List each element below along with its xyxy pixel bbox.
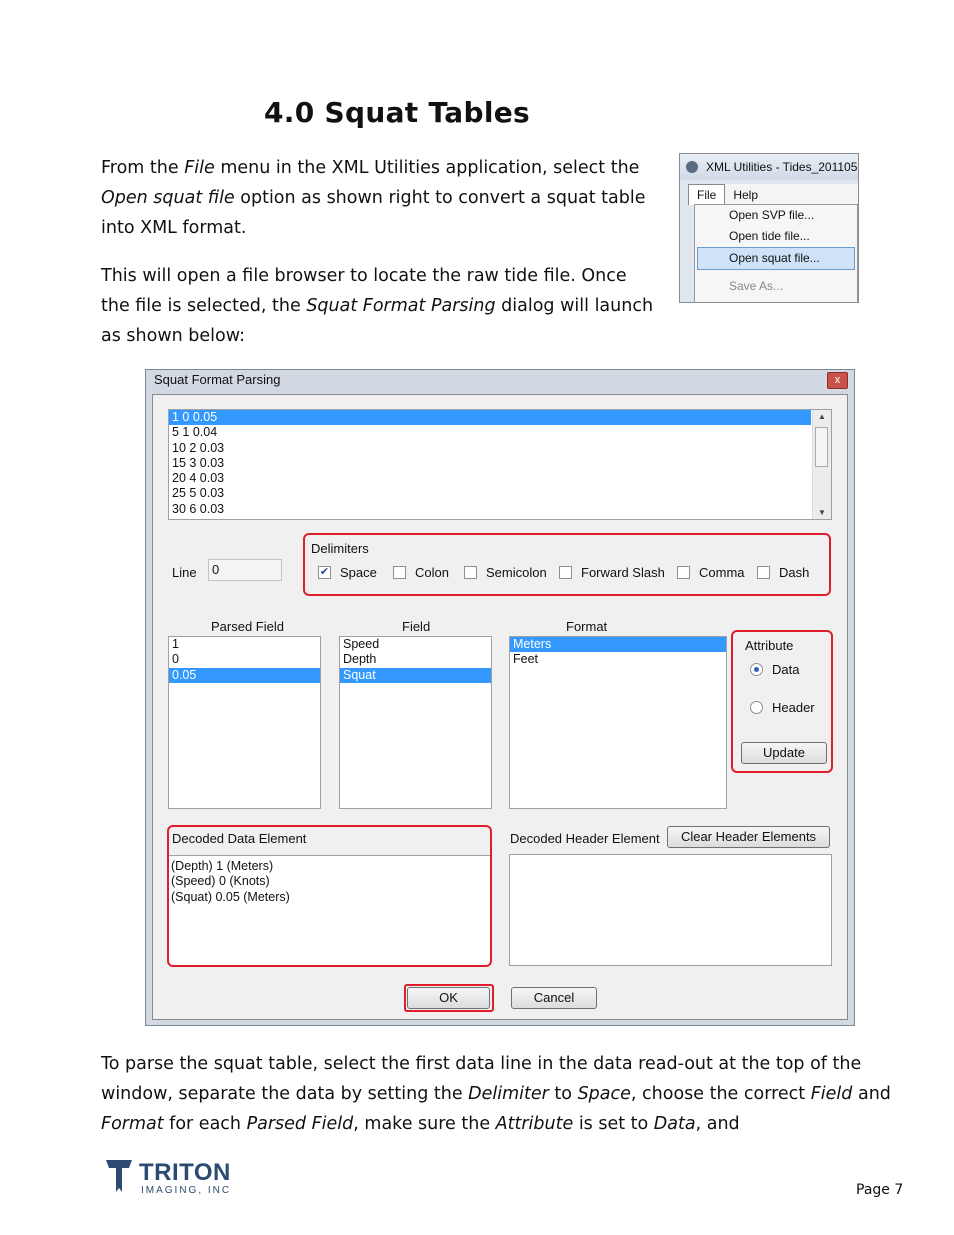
list-item[interactable]: Depth [343, 652, 377, 667]
raw-data-row[interactable]: 30 6 0.03 [172, 501, 225, 516]
menu-item-save-as[interactable]: Save As... [729, 279, 784, 293]
list-item[interactable]: 1 [172, 637, 179, 651]
delimiter-label: Colon [415, 565, 449, 580]
app-icon [686, 161, 698, 173]
delimiter-label: Forward Slash [581, 565, 665, 580]
menu-item-open-svp[interactable]: Open SVP file... [729, 208, 815, 222]
logo-subtitle: IMAGING, INC [141, 1185, 232, 1196]
raw-list-scrollbar[interactable] [812, 410, 831, 519]
line-label: Line [172, 565, 197, 580]
triton-mark-icon [105, 1158, 133, 1194]
dialog-title: Squat Format Parsing [154, 372, 281, 387]
scroll-up-icon[interactable]: ▲ [818, 412, 826, 421]
parsed-field-label: Parsed Field [211, 619, 284, 634]
section-heading: 4.0 Squat Tables [264, 96, 531, 129]
file-dropdown [694, 204, 858, 303]
raw-data-row[interactable]: 5 1 0.04 [172, 425, 218, 440]
raw-data-row[interactable]: 25 5 0.03 [172, 486, 225, 501]
delimiter-label: Comma [699, 565, 745, 580]
menu-file[interactable]: File [688, 184, 725, 205]
delimiter-label: Space [340, 565, 377, 580]
attribute-label: Attribute [745, 638, 794, 653]
menu-window-titlebar: XML Utilities - Tides_201105 [680, 154, 858, 180]
format-label: Format [566, 619, 608, 634]
attribute-data-label: Data [772, 662, 800, 677]
ok-highlight [404, 984, 494, 1012]
menu-item-open-tide[interactable]: Open tide file... [729, 229, 810, 243]
parsed-field-list[interactable] [168, 636, 321, 809]
format-list[interactable] [509, 636, 727, 809]
field-list[interactable] [339, 636, 492, 809]
cancel-button[interactable]: Cancel [511, 987, 597, 1009]
delimiter-label: Semicolon [486, 565, 547, 580]
decoded-header-label: Decoded Header Element [510, 831, 660, 846]
intro-paragraph: From the File menu in the XML Utilities application, select the Open squat file option as shown right to convert a squat table into XML format. [101, 158, 646, 238]
raw-data-row[interactable]: 15 3 0.03 [172, 455, 225, 470]
ok-button[interactable]: OK [407, 987, 490, 1009]
menu-item-open-squat[interactable]: Open squat file... [697, 247, 855, 270]
menubar [688, 184, 858, 205]
update-button[interactable]: Update [741, 742, 827, 764]
logo-wordmark: TRITON [139, 1159, 231, 1186]
delimiter-checkbox-space[interactable]: ✔ [319, 566, 330, 578]
decoded-header-box[interactable] [509, 854, 832, 966]
squat-format-parsing-dialog [145, 369, 855, 1026]
decoded-line: (Speed) 0 (Knots) [171, 874, 270, 889]
close-icon[interactable]: x [827, 372, 848, 389]
raw-data-list[interactable] [168, 409, 832, 520]
page-number: Page 7 [856, 1182, 904, 1198]
triton-logo [105, 1158, 235, 1198]
scroll-thumb[interactable] [815, 427, 828, 467]
decoded-line: (Squat) 0.05 (Meters) [171, 889, 290, 904]
decoded-line: (Depth) 1 (Meters) [171, 859, 274, 873]
delimiter-label: Dash [779, 565, 810, 580]
raw-data-row[interactable]: 10 2 0.03 [172, 440, 225, 455]
menu-help[interactable]: Help [733, 187, 759, 202]
list-item[interactable]: Speed [343, 637, 380, 651]
field-label: Field [402, 619, 431, 634]
list-item[interactable]: 0 [172, 652, 179, 667]
file-browser-paragraph: This will open a file browser to locate the raw tide file. Once the file is selected, the Squat Format Parsing dialog will launch as shown below: [101, 266, 654, 346]
list-item[interactable]: Squat [340, 668, 491, 683]
decoded-data-label: Decoded Data Element [172, 831, 307, 846]
delimiters-label: Delimiters [311, 541, 369, 556]
file-menu-screenshot [679, 153, 859, 303]
attribute-header-label: Header [772, 700, 815, 715]
list-item[interactable]: Meters [510, 637, 726, 652]
raw-data-row[interactable]: 1 0 0.05 [169, 410, 811, 425]
scroll-down-icon[interactable]: ▼ [818, 508, 826, 517]
list-item[interactable]: Feet [513, 652, 539, 667]
instructions-paragraph: To parse the squat table, select the first data line in the data read-out at the top of the window, separate the data by setting the Delimiter to Space, choose the correct Field and Format for each Parsed Field, make sure the Attribute is set to Data, and [101, 1054, 891, 1134]
dialog-client [152, 394, 848, 1020]
attribute-highlight [731, 630, 833, 773]
delimiters-highlight [303, 533, 831, 596]
line-field[interactable]: 0 [208, 559, 282, 581]
list-item[interactable]: 0.05 [169, 668, 320, 683]
decoded-data-highlight [167, 825, 492, 967]
clear-header-elements-button[interactable]: Clear Header Elements [667, 826, 830, 848]
raw-data-row[interactable]: 20 4 0.03 [172, 471, 225, 486]
